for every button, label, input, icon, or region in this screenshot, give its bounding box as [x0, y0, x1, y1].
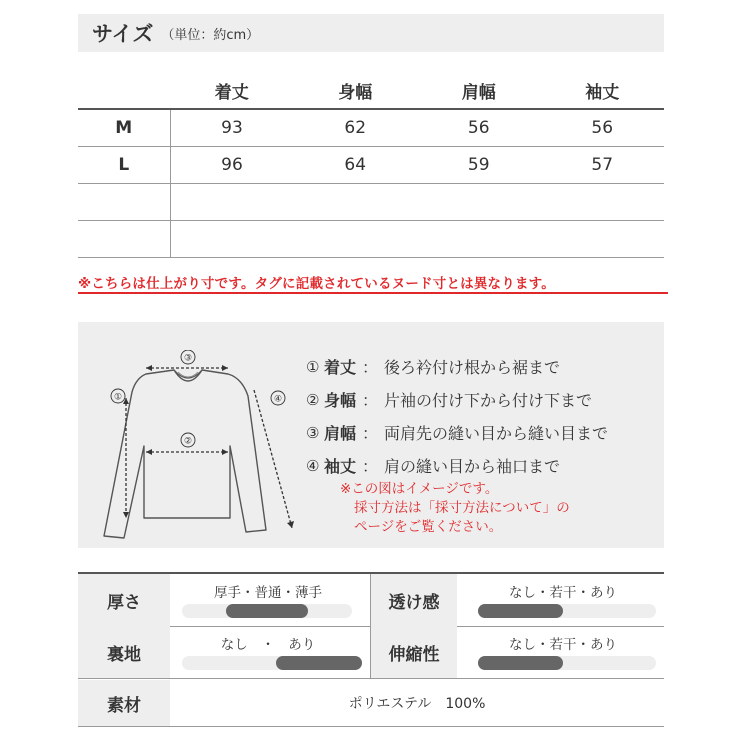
- measurement-item: [306, 383, 608, 416]
- table-cell: [541, 221, 665, 258]
- table-header-row: [78, 72, 664, 109]
- measurement-desc: 両肩先の縫い目から縫い目まで: [384, 424, 609, 443]
- notice-underline: [78, 292, 668, 294]
- table-cell: 62: [294, 109, 418, 147]
- empty-size-label: [78, 221, 170, 258]
- measurement-number: ④: [306, 456, 320, 475]
- measurement-separator: ：: [362, 391, 379, 410]
- table-cell: [541, 184, 665, 221]
- column-header: 肩幅: [417, 72, 541, 109]
- page-title: サイズ: [92, 22, 154, 46]
- measurement-desc: 肩の縫い目から袖口まで: [384, 457, 561, 476]
- thickness-label: 厚さ: [78, 574, 170, 626]
- stretch-fill: [478, 656, 563, 670]
- diagram-note-line: ※この図はイメージです。: [340, 481, 499, 497]
- measurement-desc: 片袖の付け下から付け下まで: [384, 391, 593, 410]
- lining-label: 裏地: [78, 626, 170, 678]
- transparency-options: なし・若干・あり: [509, 585, 617, 601]
- lining-track: [182, 656, 362, 670]
- stretch-label: 伸縮性: [371, 626, 457, 678]
- table-row: [78, 147, 664, 184]
- garment-diagram: [96, 350, 302, 542]
- material-label: 素材: [78, 680, 170, 726]
- attribute-row: [78, 680, 664, 727]
- measurement-item: [306, 350, 608, 383]
- table-cell: 64: [294, 147, 418, 184]
- table-row: [78, 221, 664, 258]
- table-row: [78, 109, 664, 147]
- material-value: ポリエステル 100%: [348, 696, 486, 712]
- measurement-separator: ：: [362, 424, 379, 443]
- measurement-label: 袖丈: [324, 457, 357, 476]
- unit-label: （単位：約cm）: [161, 27, 260, 43]
- table-cell: [294, 221, 418, 258]
- column-header: 身幅: [294, 72, 418, 109]
- measurement-number: ①: [306, 357, 320, 376]
- table-cell: 96: [170, 147, 294, 184]
- table-cell: [170, 221, 294, 258]
- table-corner-cell: [78, 72, 170, 109]
- measurement-item: [306, 416, 608, 449]
- measurement-separator: ：: [362, 457, 379, 476]
- size-label: L: [78, 147, 170, 184]
- column-header: 袖丈: [541, 72, 665, 109]
- size-label: M: [78, 109, 170, 147]
- measurement-item: [306, 449, 608, 482]
- table-cell: 56: [417, 109, 541, 147]
- table-cell: [417, 184, 541, 221]
- lining-options: なし ・ あり: [220, 637, 316, 653]
- measurement-label: 身幅: [324, 391, 357, 410]
- marker-2-label: ②: [183, 436, 193, 447]
- marker-3-label: ③: [183, 353, 193, 364]
- marker-4-label: ④: [273, 394, 283, 405]
- attribute-row: [78, 572, 664, 627]
- size-table: [78, 72, 664, 258]
- diagram-note: [340, 480, 570, 537]
- table-cell: [294, 184, 418, 221]
- thickness-track: [182, 604, 352, 618]
- transparency-label: 透け感: [371, 574, 457, 626]
- lining-fill: [276, 656, 362, 670]
- measurement-number: ③: [306, 423, 320, 442]
- stretch-track: [478, 656, 656, 670]
- measurement-number: ②: [306, 390, 320, 409]
- measurement-separator: ：: [362, 358, 379, 377]
- table-row: [78, 184, 664, 221]
- attribute-row: [78, 626, 664, 679]
- table-cell: [170, 184, 294, 221]
- measurement-label: 着丈: [324, 358, 357, 377]
- table-cell: 56: [541, 109, 665, 147]
- attribute-table: [78, 572, 664, 728]
- size-header: [78, 14, 664, 52]
- table-cell: 59: [417, 147, 541, 184]
- measurement-label: 肩幅: [324, 424, 357, 443]
- thickness-fill: [226, 604, 308, 618]
- measurement-list: [306, 350, 608, 482]
- table-cell: 57: [541, 147, 665, 184]
- size-notice: ※こちらは仕上がり寸です。タグに記載されているヌード寸とは異なります。: [78, 276, 555, 292]
- table-cell: [417, 221, 541, 258]
- transparency-fill: [478, 604, 563, 618]
- measurement-desc: 後ろ衿付け根から裾まで: [384, 358, 561, 377]
- table-cell: 93: [170, 109, 294, 147]
- stretch-options: なし・若干・あり: [509, 637, 617, 653]
- column-header: 着丈: [170, 72, 294, 109]
- thickness-options: 厚手・普通・薄手: [214, 585, 322, 601]
- measurement-guide: [78, 322, 664, 548]
- empty-size-label: [78, 184, 170, 221]
- marker-1-label: ①: [113, 392, 123, 403]
- diagram-note-line: 採寸方法は「採寸方法について」の: [354, 500, 570, 516]
- transparency-track: [478, 604, 656, 618]
- diagram-note-line: ページをご覧ください。: [354, 519, 503, 535]
